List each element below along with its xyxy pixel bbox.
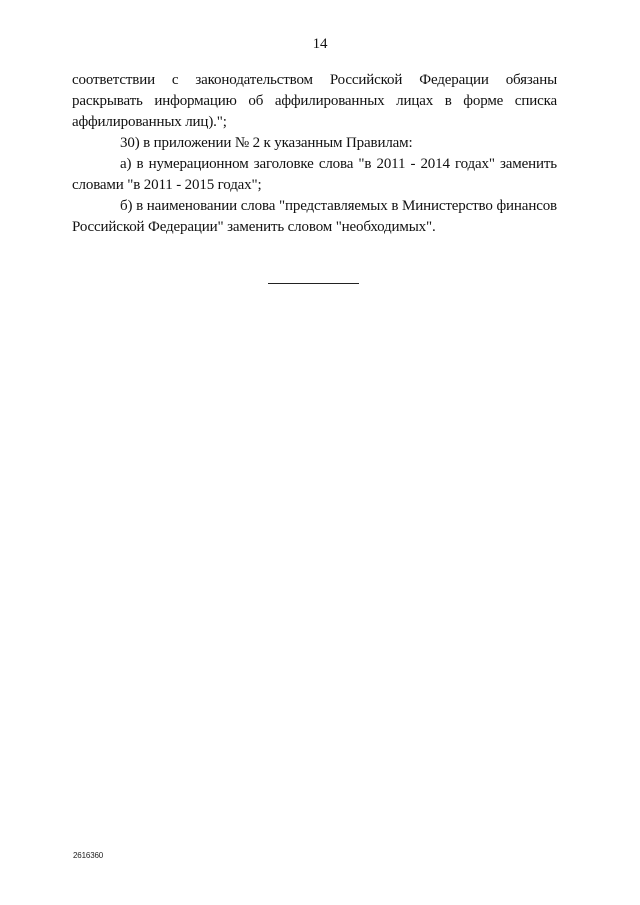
paragraph-item-30: 30) в приложении № 2 к указанным Правилам: xyxy=(120,135,413,151)
paragraph-continuation: соответствии с законодательством Российской Федерации обязаны раскрывать информацию об аффилированных лицах в форме списка аффилированных лиц)."; xyxy=(72,72,557,130)
end-of-text-rule xyxy=(268,283,359,284)
document-code: 2616360 xyxy=(73,851,104,860)
page-number: 14 xyxy=(312,36,328,52)
paragraph-subitem-b: б) в наименовании слова "представляемых в Министерство финансов Российской Федерации" заменить словом "необходимых". xyxy=(72,198,557,235)
paragraph-subitem-a: а) в нумерационном заголовке слова "в 2011 - 2014 годах" заменить словами "в 2011 - 2015 годах"; xyxy=(72,156,557,193)
body-text xyxy=(72,70,557,238)
